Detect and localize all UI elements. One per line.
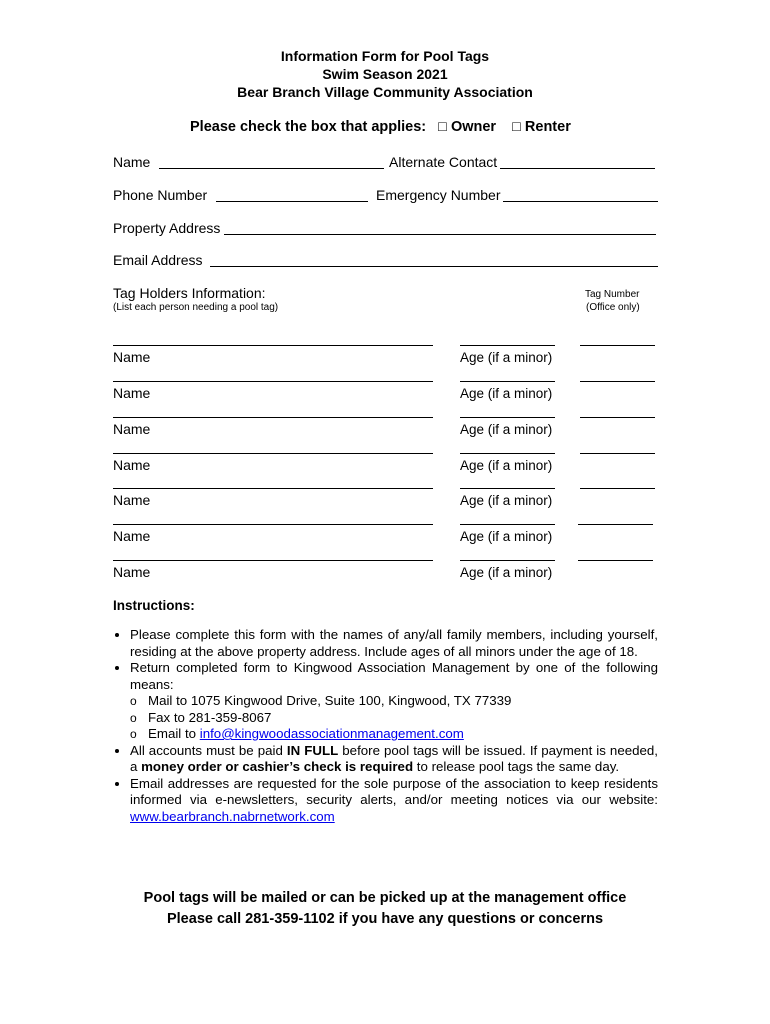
instruction-return-form <box>130 660 658 743</box>
holder-age-field[interactable] <box>460 345 555 346</box>
alternate-contact-label: Alternate Contact <box>389 154 498 170</box>
instruction-text: before pool tags will be issued. If payment is needed, a <box>130 742 658 774</box>
footer-pickup-note: Pool tags will be mailed or can be picked up at the management office <box>143 890 627 906</box>
phone-field[interactable] <box>216 201 368 202</box>
holder-age-label: Age (if a minor) <box>460 493 553 508</box>
renter-label: Renter <box>524 119 571 135</box>
email-address-label: Email Address <box>113 252 203 268</box>
fax-number-text: Fax to 281-359-8067 <box>148 709 272 725</box>
instruction-payment <box>130 743 658 776</box>
holder-name-label: Name <box>113 492 151 508</box>
name-field[interactable] <box>159 168 384 169</box>
in-full-emphasis: IN FULL <box>286 742 339 758</box>
tag-number-field[interactable] <box>580 488 655 489</box>
tag-number-field[interactable] <box>580 453 655 454</box>
tag-number-field[interactable] <box>578 560 653 561</box>
name-label: Name <box>113 154 151 170</box>
tag-number-field[interactable] <box>580 381 655 382</box>
holder-name-field[interactable] <box>113 417 433 418</box>
instruction-text: All accounts must be paid <box>130 742 283 758</box>
form-title: Information Form for Pool Tags <box>280 48 490 64</box>
holder-name-field[interactable] <box>113 453 433 454</box>
return-by-email <box>148 726 658 743</box>
instruction-text: to release pool tags the same day. <box>416 759 620 774</box>
holder-age-field[interactable] <box>460 488 555 489</box>
holder-age-field[interactable] <box>460 560 555 561</box>
phone-label: Phone Number <box>113 187 208 203</box>
holder-age-field[interactable] <box>460 524 555 525</box>
office-only-note: (Office only) <box>586 302 640 313</box>
holder-name-label: Name <box>113 564 151 580</box>
alternate-contact-field[interactable] <box>500 168 655 169</box>
instruction-complete-form <box>130 627 658 660</box>
return-by-mail <box>148 693 658 710</box>
season-subtitle: Swim Season 2021 <box>322 66 448 82</box>
emergency-number-label: Emergency Number <box>376 187 501 203</box>
holder-name-field[interactable] <box>113 488 433 489</box>
mail-address-text: Mail to 1075 Kingwood Drive, Suite 100, Kingwood, TX 77339 <box>148 693 512 708</box>
tag-holders-subheading: (List each person needing a pool tag) <box>113 302 279 313</box>
instructions-list <box>114 627 658 825</box>
holder-name-label: Name <box>113 528 151 544</box>
holder-name-field[interactable] <box>113 381 433 382</box>
tag-number-heading: Tag Number <box>585 289 640 300</box>
holder-name-label: Name <box>113 385 151 401</box>
email-link[interactable]: info@kingwoodassociationmanagement.com <box>199 726 464 741</box>
tag-holders-heading: Tag Holders Information: <box>113 285 266 301</box>
property-address-label: Property Address <box>113 220 221 236</box>
holder-age-label: Age (if a minor) <box>460 458 553 473</box>
website-link[interactable]: www.bearbranch.nabrnetwork.com <box>130 808 335 824</box>
holder-age-field[interactable] <box>460 453 555 454</box>
owner-checkbox[interactable]: □ <box>438 119 447 135</box>
property-address-field[interactable] <box>224 234 656 235</box>
holder-name-label: Name <box>113 349 151 365</box>
holder-name-field[interactable] <box>113 345 433 346</box>
payment-method-emphasis: money order or cashier’s check is required <box>141 759 414 774</box>
email-address-field[interactable] <box>210 266 658 267</box>
check-prompt: Please check the box that applies: <box>190 119 427 135</box>
holder-name-label: Name <box>113 421 151 437</box>
tag-number-field[interactable] <box>580 417 655 418</box>
holder-age-label: Age (if a minor) <box>460 422 553 437</box>
tag-number-field[interactable] <box>578 524 653 525</box>
instruction-text: Please complete this form with the names of any/all family members, including yourself, residing at the above property address. Include ages of all minors under the age of 18. <box>130 627 658 659</box>
holder-age-field[interactable] <box>460 381 555 382</box>
holder-age-label: Age (if a minor) <box>460 565 553 580</box>
instructions-heading: Instructions: <box>113 598 195 613</box>
holder-age-label: Age (if a minor) <box>460 386 553 401</box>
holder-age-label: Age (if a minor) <box>460 529 553 544</box>
holder-name-label: Name <box>113 457 151 473</box>
emergency-number-field[interactable] <box>503 201 658 202</box>
holder-name-field[interactable] <box>113 524 433 525</box>
footer-contact-note: Please call 281-359-1102 if you have any questions or concerns <box>166 911 604 927</box>
return-by-fax <box>148 710 658 727</box>
instruction-text: Email addresses are requested for the sole purpose of the association to keep residents informed via e-newsletters, security alerts, and/or meeting notices via our website: <box>130 775 658 807</box>
holder-age-label: Age (if a minor) <box>460 350 553 365</box>
ownership-check-row <box>190 119 571 135</box>
renter-checkbox[interactable]: □ <box>512 119 521 135</box>
tag-number-field[interactable] <box>580 345 655 346</box>
owner-label: Owner <box>450 119 497 135</box>
association-name: Bear Branch Village Community Association <box>237 84 533 100</box>
email-prefix-text: Email to <box>148 726 197 741</box>
holder-name-field[interactable] <box>113 560 433 561</box>
instruction-text: Return completed form to Kingwood Association Management by one of the following means: <box>130 660 658 692</box>
holder-age-field[interactable] <box>460 417 555 418</box>
instruction-email-purpose <box>130 776 658 826</box>
